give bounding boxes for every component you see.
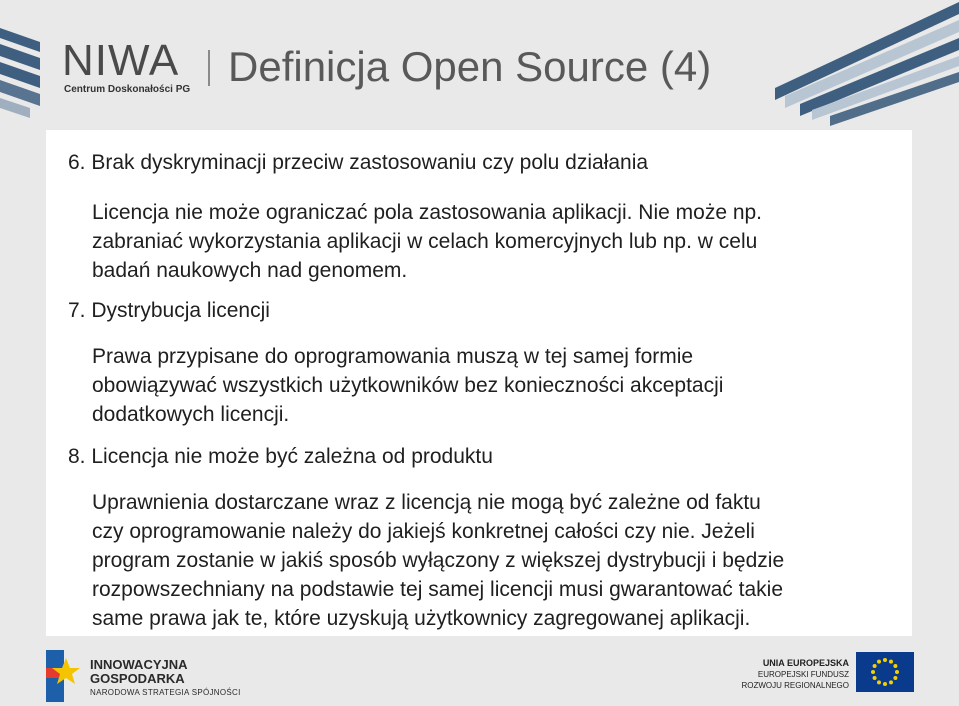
body-line: czy oprogramowanie należy do jakiejś konkretnej całości czy nie. Jeżeli [92, 520, 755, 543]
body-line: dodatkowych licencji. [92, 403, 290, 426]
body-line: Uprawnienia dostarczane wraz z licencją nie mogą być zależne od faktu [92, 491, 761, 514]
logo-line: INNOWACYJNA [90, 657, 188, 672]
section-heading: 6. Brak dyskryminacji przeciw zastosowaniu czy polu działania [68, 151, 649, 174]
logo-wordmark: NIWA [62, 36, 180, 85]
logo-line: EUROPEJSKI FUNDUSZ [757, 670, 849, 679]
logo-line: UNIA EUROPEJSKA [762, 658, 849, 668]
body-line: badań naukowych nad genomem. [92, 259, 408, 282]
footer [0, 640, 959, 706]
section-heading: 8. Licencja nie może być zależna od produktu [68, 445, 493, 468]
logo-line: ROZWOJU REGIONALNEGO [741, 681, 849, 690]
body-line: Prawa przypisane do oprogramowania muszą w tej samej formie [92, 345, 694, 368]
section-heading: 7. Dystrybucja licencji [68, 299, 270, 322]
header [0, 0, 959, 120]
body-line: program zostanie w jakiś sposób wyłączony z większej dystrybucji i będzie [92, 549, 785, 572]
niwa-logo [62, 38, 202, 98]
body-line: rozpowszechniany na podstawie tej samej licencji musi gwarantować takie [92, 578, 784, 601]
body-line: same prawa jak te, które uzyskują użytkownicy zagregowanej aplikacji. [92, 607, 751, 630]
body-line: obowiązywać wszystkich użytkowników bez konieczności akceptacji [92, 374, 724, 397]
section-body [92, 342, 902, 429]
logo-line: NARODOWA STRATEGIA SPÓJNOŚCI [90, 688, 241, 697]
section-body [92, 198, 902, 285]
logo-line: GOSPODARKA [90, 671, 185, 686]
section-body [92, 488, 902, 633]
page-title: Definicja Open Source (4) [228, 43, 712, 90]
title-separator [208, 50, 210, 86]
body-line: zabraniać wykorzystania aplikacji w celach komercyjnych lub np. w celu [92, 230, 758, 253]
body-line: Licencja nie może ograniczać pola zastosowania aplikacji. Nie może np. [92, 201, 763, 224]
innowacyjna-gospodarka-icon [40, 648, 84, 704]
logo-subtitle: Centrum Doskonałości PG [64, 84, 191, 95]
eu-logo-text [741, 658, 849, 691]
eu-flag-icon [856, 652, 914, 692]
innowacyjna-gospodarka-logo [90, 658, 241, 700]
content-panel [46, 130, 912, 636]
